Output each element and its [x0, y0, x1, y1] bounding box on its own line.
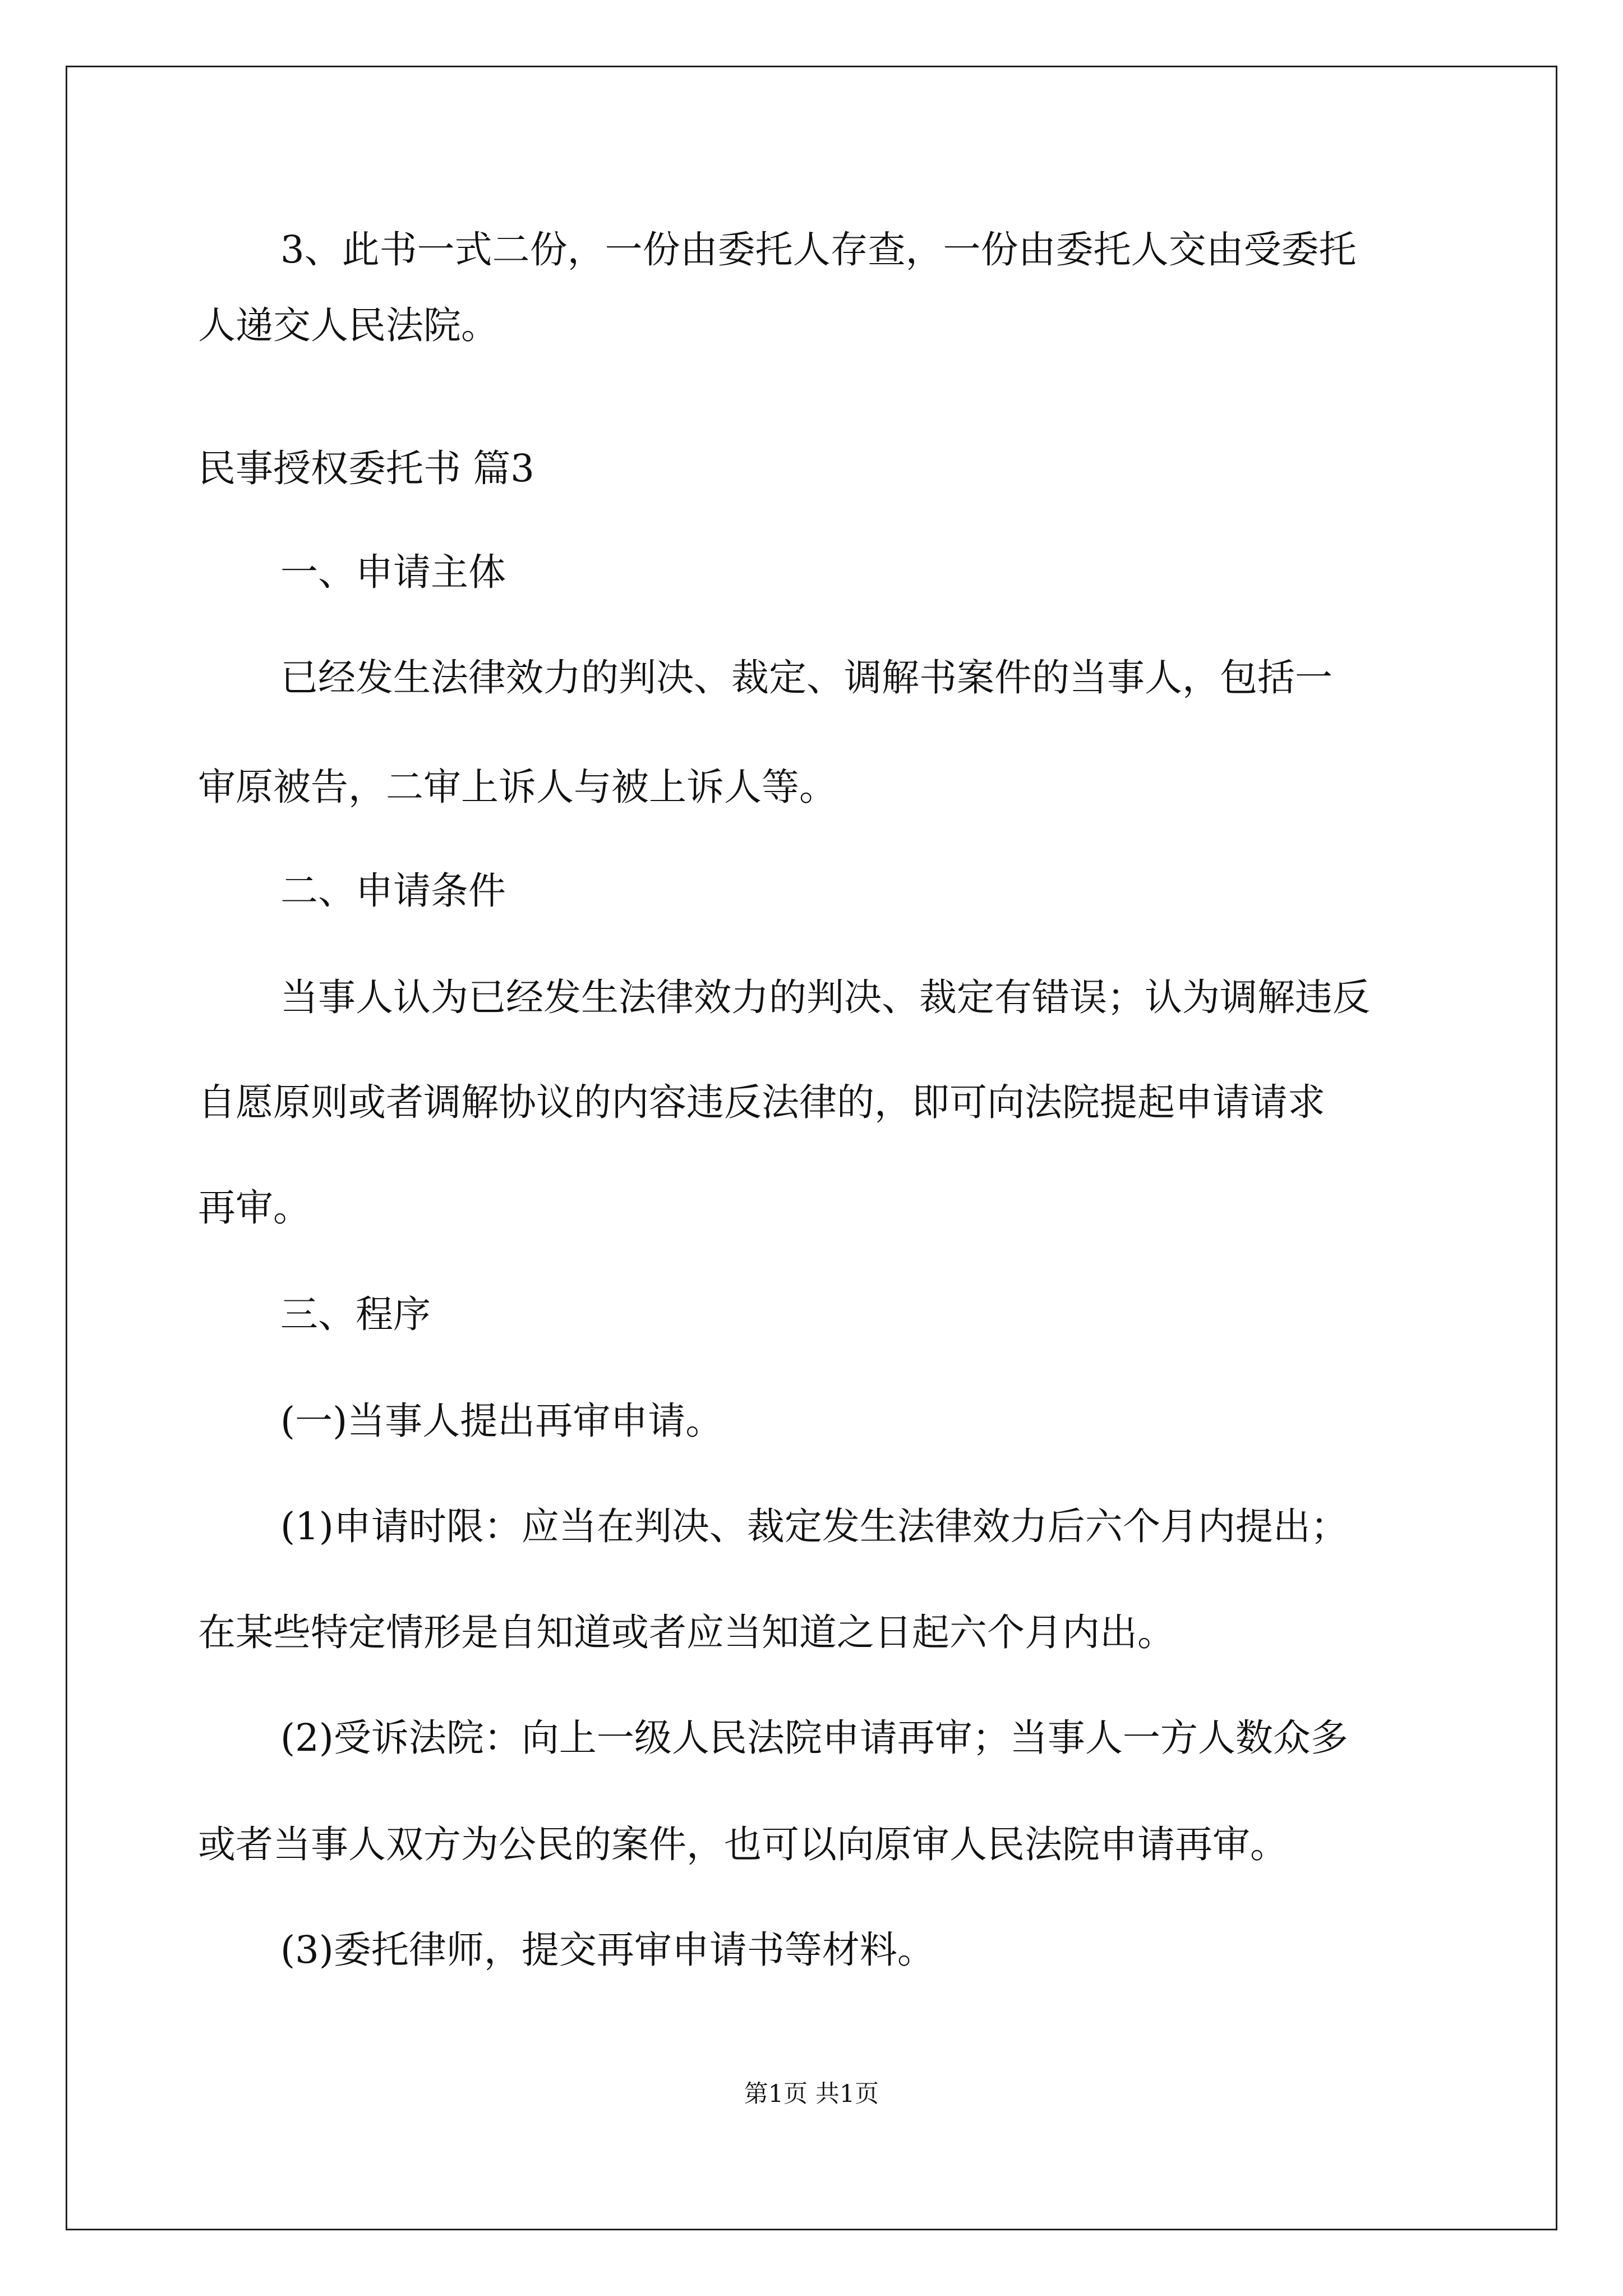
subsection-heading: 一、申请主体 [280, 550, 506, 594]
paragraph-line: 已经发生法律效力的判决、裁定、调解书案件的当事人，包括一 [280, 656, 1332, 700]
page-footer: 第1页 共1页 [744, 2080, 879, 2108]
subsection-heading: 二、申请条件 [280, 869, 506, 913]
paragraph-line: 在某些特定情形是自知道或者应当知道之日起六个月内出。 [198, 1611, 1175, 1654]
paragraph-line: (3)委托律师，提交再审申请书等材料。 [280, 1928, 935, 1972]
subsection-heading: 三、程序 [280, 1292, 431, 1336]
paragraph-line: 人递交人民法院。 [198, 303, 499, 347]
paragraph-line: 再审。 [198, 1186, 311, 1230]
paragraph-line: 审原被告，二审上诉人与被上诉人等。 [198, 765, 837, 809]
paragraph-line: 3、此书一式二份，一份由委托人存查，一份由委托人交由受委托 [280, 228, 1357, 272]
page-border [66, 66, 1557, 2230]
paragraph-line: (一)当事人提出再审申请。 [280, 1399, 723, 1443]
section-heading: 民事授权委托书 篇3 [198, 447, 534, 490]
paragraph-line: (1)申请时限：应当在判决、裁定发生法律效力后六个月内提出； [280, 1504, 1348, 1548]
paragraph-line: 当事人认为已经发生法律效力的判决、裁定有错误；认为调解违反 [280, 976, 1370, 1019]
paragraph-line: 或者当事人双方为公民的案件，也可以向原审人民法院申请再审。 [198, 1823, 1288, 1866]
paragraph-line: 自愿原则或者调解协议的内容违反法律的，即可向法院提起申请请求 [198, 1080, 1325, 1124]
paragraph-line: (2)受诉法院：向上一级人民法院申请再审；当事人一方人数众多 [280, 1716, 1348, 1760]
